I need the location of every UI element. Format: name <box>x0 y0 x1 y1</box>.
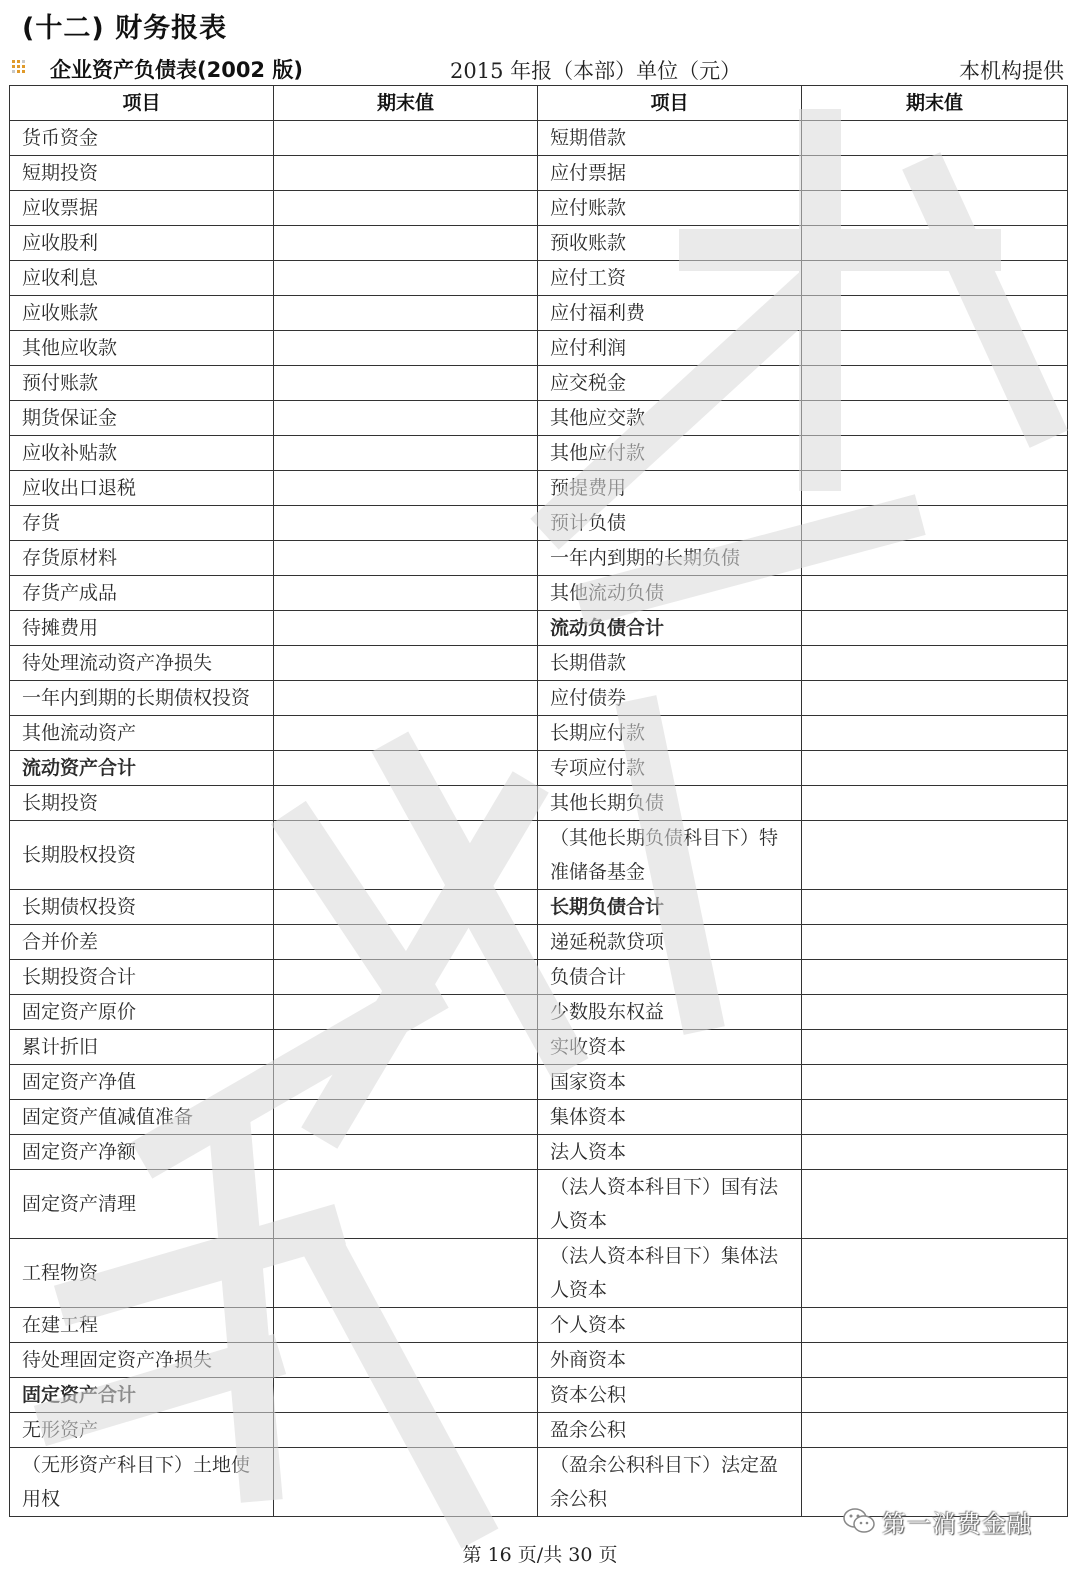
table-row <box>10 1378 1068 1413</box>
asset-value-cell <box>274 331 538 366</box>
asset-value-cell <box>274 1170 538 1239</box>
liability-value-cell <box>802 401 1068 436</box>
asset-value-cell <box>274 1239 538 1308</box>
table-header-row <box>10 86 1068 121</box>
liability-item-cell: 少数股东权益 <box>538 995 802 1030</box>
liability-value-cell <box>802 925 1068 960</box>
liability-value-cell <box>802 1030 1068 1065</box>
page-number: 第 16 页/共 30 页 <box>462 1544 618 1566</box>
asset-item-cell: 待处理固定资产净损失 <box>10 1343 274 1378</box>
liability-item-cell: 个人资本 <box>538 1308 802 1343</box>
table-row <box>10 995 1068 1030</box>
asset-item-cell: 待摊费用 <box>10 611 274 646</box>
liability-item-cell: 递延税款贷项 <box>538 925 802 960</box>
liability-value-cell <box>802 576 1068 611</box>
header-item-right: 项目 <box>538 86 802 121</box>
liability-value-cell <box>802 156 1068 191</box>
table-row <box>10 890 1068 925</box>
asset-value-cell <box>274 960 538 995</box>
asset-value-cell <box>274 1065 538 1100</box>
table-row <box>10 296 1068 331</box>
liability-item-cell: （其他长期负债科目下）特准储备基金 <box>538 821 802 890</box>
asset-value-cell <box>274 1343 538 1378</box>
liability-value-cell <box>802 541 1068 576</box>
table-row <box>10 331 1068 366</box>
wechat-icon <box>842 1506 876 1536</box>
report-period-unit: 2015 年报（本部）单位（元） <box>450 59 742 83</box>
asset-value-cell <box>274 925 538 960</box>
liability-value-cell <box>802 960 1068 995</box>
asset-value-cell <box>274 995 538 1030</box>
asset-item-cell: 长期股权投资 <box>10 821 274 890</box>
wechat-brand-mark <box>842 1503 1032 1539</box>
liability-value-cell <box>802 331 1068 366</box>
asset-value-cell <box>274 786 538 821</box>
liability-value-cell <box>802 1239 1068 1308</box>
asset-value-cell <box>274 681 538 716</box>
table-row <box>10 681 1068 716</box>
liability-value-cell <box>802 1378 1068 1413</box>
table-row <box>10 786 1068 821</box>
asset-value-cell <box>274 1030 538 1065</box>
asset-item-cell: 在建工程 <box>10 1308 274 1343</box>
asset-item-cell: 应收账款 <box>10 296 274 331</box>
asset-value-cell <box>274 436 538 471</box>
liability-value-cell <box>802 191 1068 226</box>
liability-value-cell <box>802 716 1068 751</box>
liability-value-cell <box>802 1308 1068 1343</box>
liability-value-cell <box>802 890 1068 925</box>
wechat-brand-name: 第一消费金融 <box>882 1509 1032 1538</box>
liability-item-cell: 应付利润 <box>538 331 802 366</box>
section-title: (十二) 财务报表 <box>22 13 228 44</box>
table-row <box>10 401 1068 436</box>
header-value-left: 期末值 <box>274 86 538 121</box>
table-row <box>10 611 1068 646</box>
liability-value-cell <box>802 611 1068 646</box>
asset-value-cell <box>274 1308 538 1343</box>
liability-item-cell: 实收资本 <box>538 1030 802 1065</box>
header-value-right: 期末值 <box>802 86 1068 121</box>
liability-item-cell: 其他应付款 <box>538 436 802 471</box>
liability-item-cell: （盈余公积科目下）法定盈余公积 <box>538 1448 802 1517</box>
table-row <box>10 1100 1068 1135</box>
liability-value-cell <box>802 1413 1068 1448</box>
liability-item-cell: 长期负债合计 <box>538 890 802 925</box>
balance-sheet-table <box>9 85 1068 1517</box>
liability-value-cell <box>802 1170 1068 1239</box>
asset-item-cell: 固定资产原价 <box>10 995 274 1030</box>
table-row <box>10 1030 1068 1065</box>
table-row <box>10 471 1068 506</box>
liability-item-cell: 应付福利费 <box>538 296 802 331</box>
table-row <box>10 1343 1068 1378</box>
table-row <box>10 1065 1068 1100</box>
liability-value-cell <box>802 1065 1068 1100</box>
table-body <box>10 121 1068 1517</box>
liability-item-cell: 长期应付款 <box>538 716 802 751</box>
bullet-dots-icon <box>12 60 26 74</box>
asset-value-cell <box>274 1100 538 1135</box>
asset-item-cell: 应收补贴款 <box>10 436 274 471</box>
asset-value-cell <box>274 541 538 576</box>
asset-item-cell: 固定资产净值 <box>10 1065 274 1100</box>
asset-value-cell <box>274 751 538 786</box>
table-row <box>10 821 1068 890</box>
asset-value-cell <box>274 121 538 156</box>
asset-value-cell <box>274 226 538 261</box>
liability-item-cell: 长期借款 <box>538 646 802 681</box>
asset-value-cell <box>274 611 538 646</box>
asset-item-cell: 期货保证金 <box>10 401 274 436</box>
asset-item-cell: 应收票据 <box>10 191 274 226</box>
liability-value-cell <box>802 646 1068 681</box>
asset-item-cell: 固定资产合计 <box>10 1378 274 1413</box>
liability-item-cell: 预收账款 <box>538 226 802 261</box>
asset-value-cell <box>274 890 538 925</box>
liability-item-cell: 应付债券 <box>538 681 802 716</box>
table-row <box>10 716 1068 751</box>
asset-value-cell <box>274 576 538 611</box>
asset-item-cell: 短期投资 <box>10 156 274 191</box>
liability-value-cell <box>802 366 1068 401</box>
liability-value-cell <box>802 1343 1068 1378</box>
liability-item-cell: 预计负债 <box>538 506 802 541</box>
liability-item-cell: 应付账款 <box>538 191 802 226</box>
liability-item-cell: 外商资本 <box>538 1343 802 1378</box>
liability-value-cell <box>802 786 1068 821</box>
report-provider: 本机构提供 <box>959 59 1064 83</box>
asset-item-cell: 应收股利 <box>10 226 274 261</box>
asset-item-cell: 一年内到期的长期债权投资 <box>10 681 274 716</box>
liability-item-cell: 预提费用 <box>538 471 802 506</box>
liability-value-cell <box>802 436 1068 471</box>
asset-item-cell: 无形资产 <box>10 1413 274 1448</box>
table-row <box>10 1135 1068 1170</box>
asset-value-cell <box>274 471 538 506</box>
asset-item-cell: 存货 <box>10 506 274 541</box>
liability-item-cell: 国家资本 <box>538 1065 802 1100</box>
asset-value-cell <box>274 1135 538 1170</box>
liability-value-cell <box>802 506 1068 541</box>
liability-item-cell: 专项应付款 <box>538 751 802 786</box>
asset-value-cell <box>274 1378 538 1413</box>
asset-item-cell: 流动资产合计 <box>10 751 274 786</box>
liability-value-cell <box>802 261 1068 296</box>
table-row <box>10 576 1068 611</box>
table-row <box>10 1413 1068 1448</box>
table-row <box>10 121 1068 156</box>
table-row <box>10 191 1068 226</box>
liability-item-cell: 负债合计 <box>538 960 802 995</box>
table-row <box>10 506 1068 541</box>
table-row <box>10 156 1068 191</box>
liability-value-cell <box>802 471 1068 506</box>
asset-item-cell: 长期投资合计 <box>10 960 274 995</box>
liability-item-cell: （法人资本科目下）集体法人资本 <box>538 1239 802 1308</box>
asset-item-cell: 应收出口退税 <box>10 471 274 506</box>
asset-value-cell <box>274 821 538 890</box>
asset-item-cell: 工程物资 <box>10 1239 274 1308</box>
asset-item-cell: 合并价差 <box>10 925 274 960</box>
liability-value-cell <box>802 995 1068 1030</box>
report-title: 企业资产负债表(2002 版) <box>50 58 303 82</box>
table-row <box>10 646 1068 681</box>
asset-value-cell <box>274 261 538 296</box>
liability-value-cell <box>802 1100 1068 1135</box>
liability-value-cell <box>802 681 1068 716</box>
asset-item-cell: 应收利息 <box>10 261 274 296</box>
liability-value-cell <box>802 1135 1068 1170</box>
table-row <box>10 436 1068 471</box>
liability-item-cell: 一年内到期的长期负债 <box>538 541 802 576</box>
asset-item-cell: 货币资金 <box>10 121 274 156</box>
liability-item-cell: 应交税金 <box>538 366 802 401</box>
asset-item-cell: 累计折旧 <box>10 1030 274 1065</box>
asset-item-cell: 存货产成品 <box>10 576 274 611</box>
header-item-left: 项目 <box>10 86 274 121</box>
liability-value-cell <box>802 821 1068 890</box>
liability-item-cell: （法人资本科目下）国有法人资本 <box>538 1170 802 1239</box>
liability-value-cell <box>802 226 1068 261</box>
table-row <box>10 751 1068 786</box>
table-row <box>10 960 1068 995</box>
asset-item-cell: 长期债权投资 <box>10 890 274 925</box>
asset-item-cell: 其他流动资产 <box>10 716 274 751</box>
asset-item-cell: 存货原材料 <box>10 541 274 576</box>
liability-item-cell: 其他流动负债 <box>538 576 802 611</box>
table-row <box>10 925 1068 960</box>
liability-item-cell: 法人资本 <box>538 1135 802 1170</box>
liability-item-cell: 应付票据 <box>538 156 802 191</box>
table-row <box>10 541 1068 576</box>
liability-value-cell <box>802 751 1068 786</box>
asset-item-cell: （无形资产科目下）土地使用权 <box>10 1448 274 1517</box>
report-subheader <box>0 52 1080 86</box>
liability-value-cell <box>802 121 1068 156</box>
liability-item-cell: 集体资本 <box>538 1100 802 1135</box>
asset-item-cell: 预付账款 <box>10 366 274 401</box>
asset-item-cell: 固定资产净额 <box>10 1135 274 1170</box>
asset-item-cell: 固定资产值减值准备 <box>10 1100 274 1135</box>
liability-item-cell: 盈余公积 <box>538 1413 802 1448</box>
table-row <box>10 1308 1068 1343</box>
table-row <box>10 1239 1068 1308</box>
table-row <box>10 1170 1068 1239</box>
asset-value-cell <box>274 191 538 226</box>
table-row <box>10 226 1068 261</box>
table-row <box>10 261 1068 296</box>
asset-item-cell: 其他应收款 <box>10 331 274 366</box>
liability-value-cell <box>802 296 1068 331</box>
liability-item-cell: 其他长期负债 <box>538 786 802 821</box>
asset-value-cell <box>274 506 538 541</box>
asset-value-cell <box>274 401 538 436</box>
asset-value-cell <box>274 716 538 751</box>
liability-item-cell: 资本公积 <box>538 1378 802 1413</box>
asset-value-cell <box>274 296 538 331</box>
asset-value-cell <box>274 646 538 681</box>
liability-item-cell: 其他应交款 <box>538 401 802 436</box>
asset-value-cell <box>274 1448 538 1517</box>
liability-item-cell: 流动负债合计 <box>538 611 802 646</box>
asset-value-cell <box>274 366 538 401</box>
asset-item-cell: 待处理流动资产净损失 <box>10 646 274 681</box>
liability-item-cell: 应付工资 <box>538 261 802 296</box>
asset-item-cell: 长期投资 <box>10 786 274 821</box>
asset-value-cell <box>274 156 538 191</box>
asset-item-cell: 固定资产清理 <box>10 1170 274 1239</box>
table-row <box>10 366 1068 401</box>
liability-item-cell: 短期借款 <box>538 121 802 156</box>
asset-value-cell <box>274 1413 538 1448</box>
